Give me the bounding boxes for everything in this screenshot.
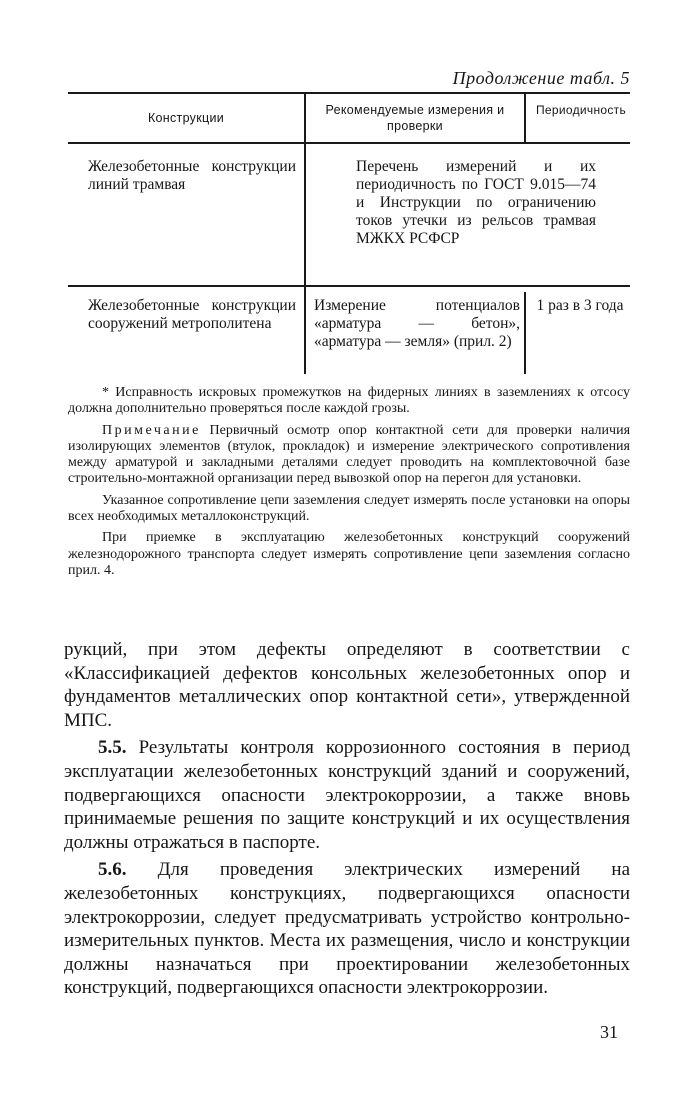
table-header-rule <box>68 142 630 144</box>
row2-measurements: Измерение потенциалов «арматура — бетон», «арматура — земля» (прил. 2) <box>314 297 520 350</box>
paragraph-5-5-number: 5.5. <box>98 737 127 759</box>
page-number: 31 <box>600 1022 618 1042</box>
header-periodicity: Периодичность <box>536 103 626 117</box>
table-top-rule <box>68 92 630 94</box>
body-text <box>64 638 630 1004</box>
footnote-paragraph-2: Указанное сопротивление цепи заземления следует измерять после установки на опоры всех необходимых металлоконструкций. <box>68 492 630 525</box>
paragraph-5-5 <box>64 736 630 854</box>
footnote-asterisk: * Исправность искровых промежутков на фидерных линиях в заземлениях к отсосу должна дополнительно проверяться после каждой грозы. <box>68 385 630 417</box>
note-text: Первичный осмотр опор контактной сети для проверки наличия изолирующих элементов (втулок, прокладок) и измерение электрического сопротивления между арматурой и закладными деталями следует проводить на комплектовочной базе строительно-монтажной организации перед вывозкой опор на перегон для установки. <box>68 422 631 487</box>
table-caption: Продолжение табл. 5 <box>452 68 630 88</box>
paragraph-5-6 <box>64 858 630 1000</box>
row1-measurements: Перечень измерений и их периодичность по ГОСТ 9.015—74 и Инструкции по ограничению токов утечки из рельсов трамвая МЖКХ РСФСР <box>356 158 596 247</box>
footnotes <box>68 385 630 584</box>
table-col-divider-2 <box>524 94 526 142</box>
table-col-divider-2b <box>524 292 526 374</box>
paragraph-5-6-text: Для проведения электрических измерений на железобетонных конструкциях, подвергающихся опасности электрокоррозии, следует предусматривать устройство контрольно-измерительных пунктов. Места их размещения, число и конструкции должны назначаться при проектировании железобетонных конструкций, подвергающихся опасности электрокоррозии. <box>64 859 631 999</box>
paragraph-5-5-text: Результаты контроля коррозионного состояния в период эксплуатации железобетонных конструкций зданий и сооружений, подвергающихся опасности электрокоррозии, а также вновь принимаемые решения по защите конструкций и их осуществления должны отражаться в паспорте. <box>64 737 630 853</box>
paragraph-5-6-number: 5.6. <box>98 859 127 881</box>
header-measurements: Рекомендуемые измерения и проверки <box>325 103 505 133</box>
row1-construction: Железобетонные конструкции линий трамвая <box>88 158 296 193</box>
header-constructions: Конструкции <box>147 111 225 125</box>
note-label: Примечание <box>102 422 201 438</box>
paragraph-continuation: рукций, при этом дефекты определяют в соответствии с «Классификацией дефектов консольных железобетонных опор и фундаментов металлических опор контактной сети», утвержденной МПС. <box>64 639 630 731</box>
row2-construction: Железобетонные конструкции сооружений метрополитена <box>88 297 296 332</box>
row2-periodicity: 1 раз в 3 года <box>536 297 624 314</box>
footnote-note <box>68 423 630 488</box>
footnote-paragraph-3: При приемке в эксплуатацию железобетонных конструкций сооружений железнодорожного транспорта следует измерять сопротивление цепи заземления согласно прил. 4. <box>68 530 630 578</box>
table-row-rule <box>68 285 630 287</box>
table-col-divider-1 <box>304 94 306 374</box>
